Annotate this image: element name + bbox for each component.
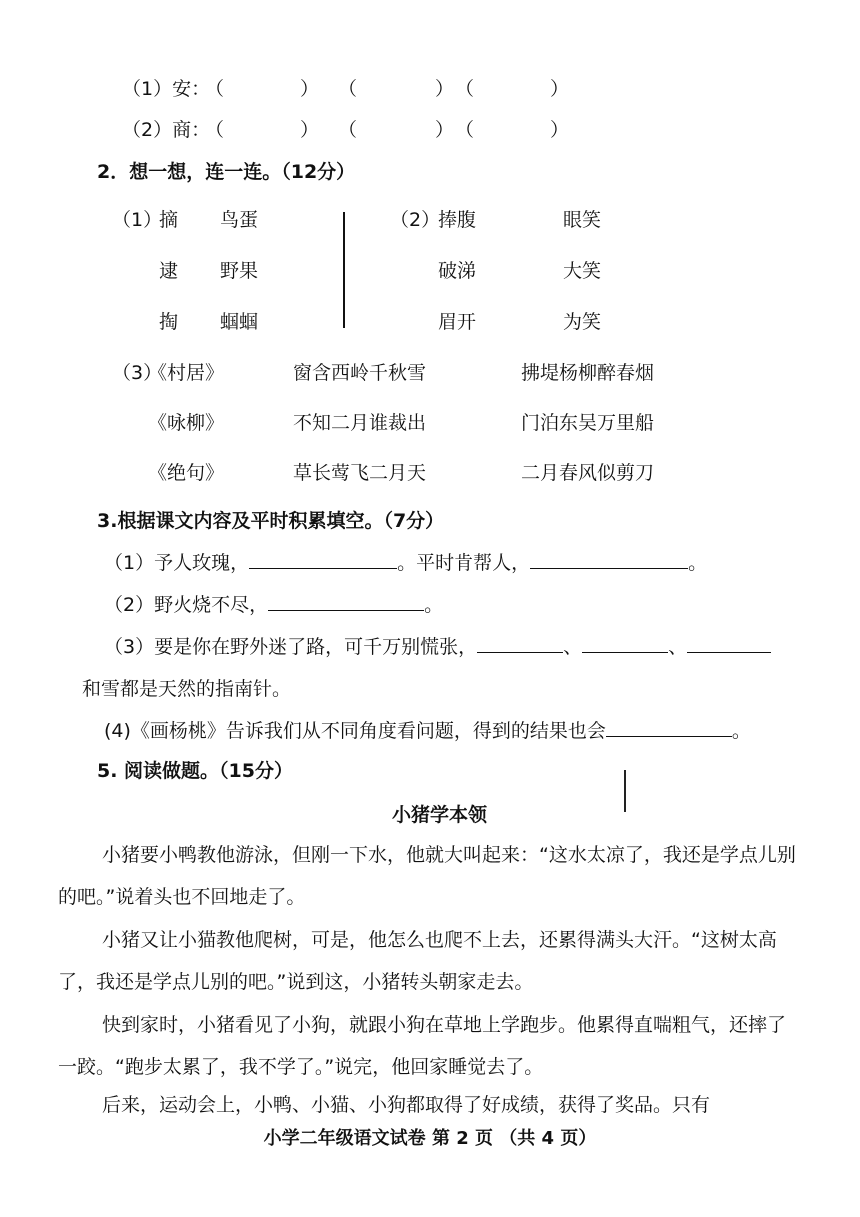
q3-text: 。平时肯帮人， [397,552,531,574]
q3-text: (4)《画杨桃》告诉我们从不同角度看问题，得到的结果也会 [104,720,606,742]
q2-part3-poem-title: 《村居》 [148,362,225,384]
q2-part2-label: （2） [390,209,441,231]
q3-text: （2）野火烧不尽， [104,594,269,616]
q3-line-3 [104,634,771,660]
q2-part3-label: （3） [112,362,163,384]
q3-text: （3）要是你在野外迷了路，可千万别慌张， [104,636,478,658]
q2-part3-line: 草长莺飞二月天 [293,462,427,484]
answer-blank[interactable] [477,634,563,653]
q3-title: 3.根据课文内容及平时积累填空。（7分） [97,510,445,532]
story-paragraph: 快到家时，小猪看见了小狗，就跟小狗在草地上学跑步。他累得直喘粗气，还摔了一跤。“跑步太累了，我不学了。”说完，他回家睡觉去了。 [58,1014,787,1078]
answer-blank[interactable] [606,718,732,737]
q2-part1-right-item: 鸟蛋 [220,209,259,231]
q2-part1-label: （1） [112,209,163,231]
q2-part1-right-item: 野果 [220,260,259,282]
q2-part3-line: 拂堤杨柳醉春烟 [521,362,655,384]
q3-text: 、 [563,636,583,658]
q3-text: 。 [688,552,708,574]
page-footer: 小学二年级语文试卷 第 2 页 （共 4 页） [263,1128,597,1149]
answer-blank[interactable] [268,592,424,611]
q2-part1-left-item: 掏 [159,311,179,333]
q1-row-1-paren: ） [550,78,570,100]
q3-text: 、 [668,636,688,658]
q1-row-2-paren: ） [300,119,320,141]
q1-row-2-paren: （ [455,119,475,141]
q3-line-4 [104,718,751,744]
story-paragraph: 后来，运动会上，小鸭、小猫、小狗都取得了好成绩，获得了奖品。只有 [102,1094,711,1116]
answer-blank[interactable] [687,634,771,653]
q1-row-2-label: （2）商： [122,119,211,141]
q1-row-1-paren: （ [455,78,475,100]
q1-row-1-label: （1）安： [122,78,211,100]
story-paragraph: 小猪要小鸭教他游泳，但刚一下水，他就大叫起来：“这水太凉了，我还是学点儿别的吧。”说着头也不回地走了。 [58,844,796,908]
answer-blank[interactable] [530,550,688,569]
column-divider [343,212,345,328]
q1-row-1 [122,76,210,102]
q1-row-2-paren: ） [435,119,455,141]
q2-part3-line: 窗含西岭千秋雪 [293,362,427,384]
q1-row-2 [122,117,210,143]
q1-row-1-paren: ） [435,78,455,100]
q1-row-2-paren: ） [550,119,570,141]
q1-row-2-paren: （ [338,119,358,141]
q3-text: （1）予人玫瑰， [104,552,250,574]
story-paragraph: 小猪又让小猫教他爬树，可是，他怎么也爬不上去，还累得满头大汗。“这树太高了，我还是学点儿别的吧。”说到这，小猪转头朝家走去。 [58,929,777,993]
q2-part2-right-item: 眼笑 [563,209,602,231]
q2-part1-left-item: 逮 [159,260,179,282]
q1-row-1-paren: （ [338,78,358,100]
q2-part2-left-item: 破涕 [438,260,477,282]
q1-row-1-paren: ） [300,78,320,100]
q2-part3-poem-title: 《绝句》 [148,462,225,484]
q2-part3-line: 二月春风似剪刀 [521,462,655,484]
q2-part1-right-item: 蝈蝈 [220,311,259,333]
q2-part3-poem-title: 《咏柳》 [148,412,225,434]
q2-part1-left-item: 摘 [159,209,179,231]
q2-part2-left-item: 捧腹 [438,209,477,231]
q3-line-2 [104,592,443,618]
q3-line-3-cont: 和雪都是天然的指南针。 [82,678,292,700]
answer-blank[interactable] [582,634,668,653]
q1-row-1-paren: （ [205,78,225,100]
q2-part3-line: 不知二月谁裁出 [293,412,427,434]
q2-part2-right-item: 大笑 [563,260,602,282]
answer-blank[interactable] [249,550,397,569]
q5-title: 5. 阅读做题。（15分） [97,760,293,782]
q3-line-1 [104,550,707,576]
q2-title: 2．想一想，连一连。（12分） [97,161,356,183]
q2-part3-line: 门泊东吴万里船 [521,412,655,434]
q1-row-2-paren: （ [205,119,225,141]
q3-text: 。 [731,720,751,742]
scan-mark [624,770,626,812]
q2-part2-left-item: 眉开 [438,311,477,333]
story-title: 小猪学本领 [392,804,488,826]
q2-part2-right-item: 为笑 [563,311,602,333]
q3-text: 。 [424,594,444,616]
